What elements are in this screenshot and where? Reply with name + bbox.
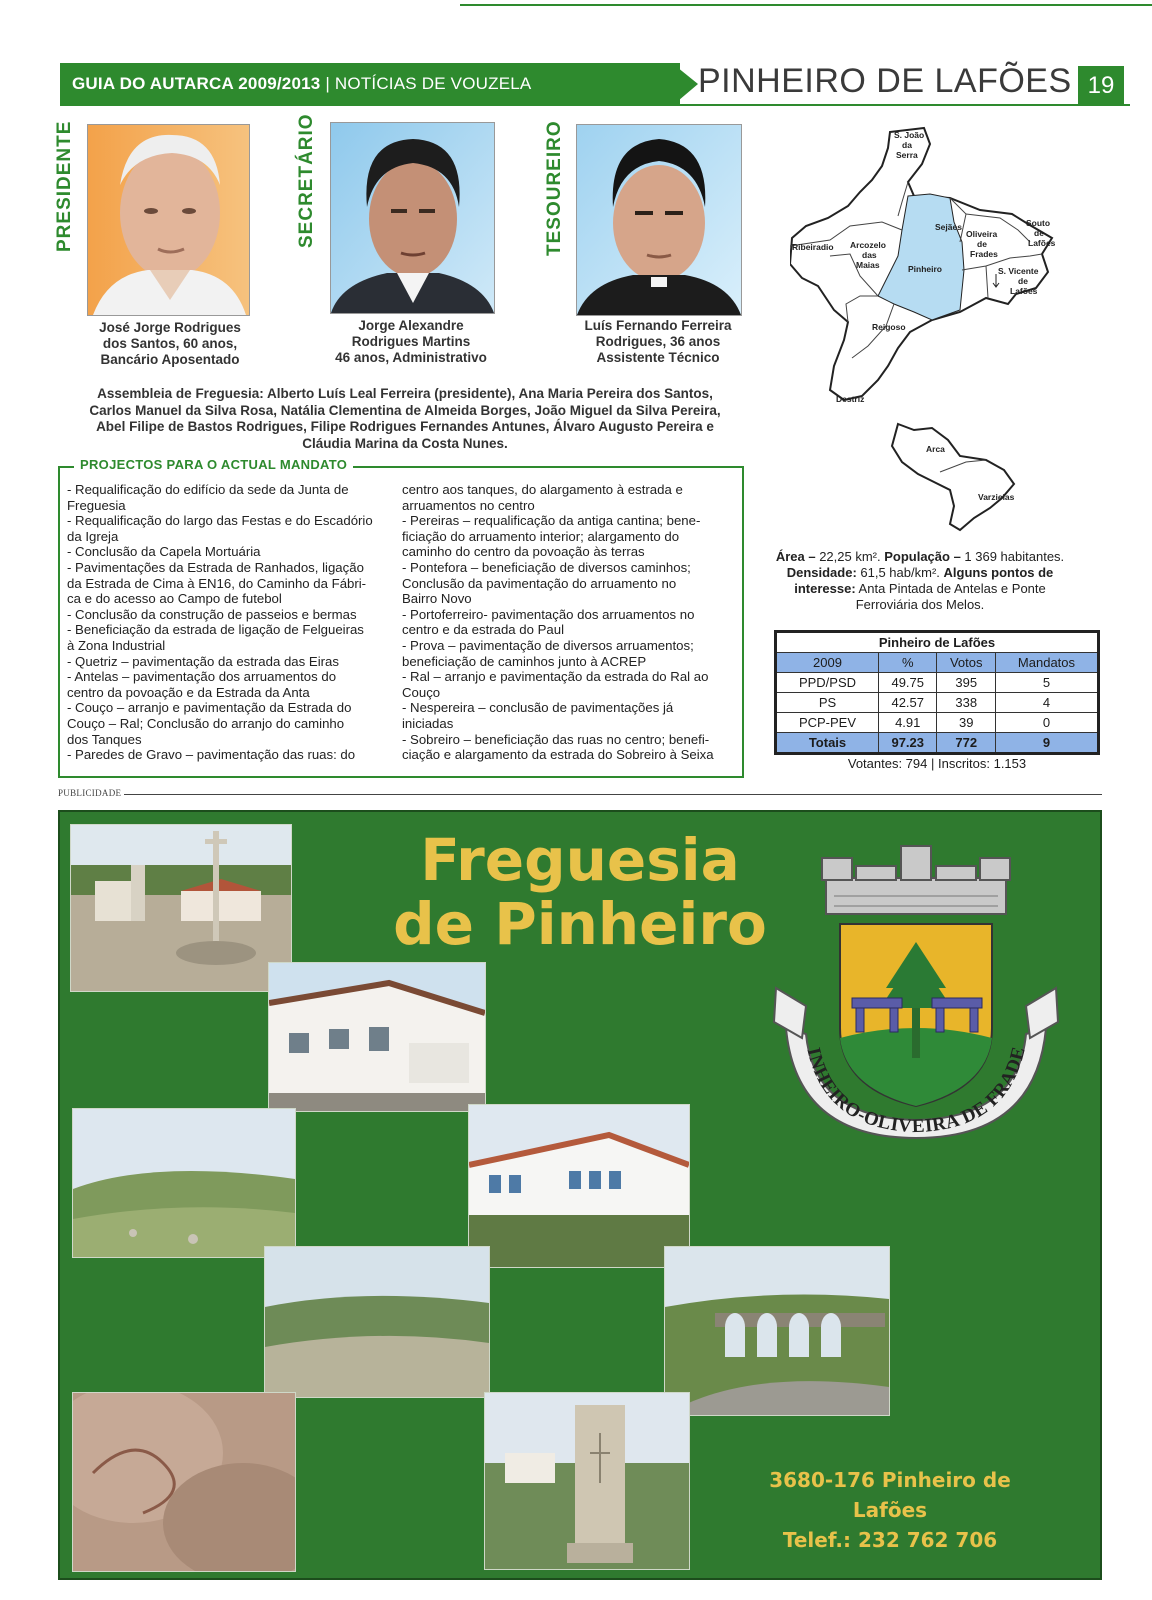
role-presidente: PRESIDENTE [54,120,75,252]
table-cell: 4 [995,693,1098,713]
caption-line: Luís Fernando Ferreira [584,318,732,333]
header-underline [680,104,1130,106]
top-rule [460,4,1152,6]
map-label-ribeiradio: Ribeiradio [792,242,834,252]
table-row [776,693,1099,713]
table-cell: 42.57 [879,693,937,713]
population-label: População – [884,549,961,564]
projecto-line: - Conclusão da construção de passeios e bermas [67,606,357,622]
enclave-outline [892,424,1014,530]
table-cell: 395 [937,673,995,693]
projecto-line: - Pereiras – requalificação da antiga cantina; bene- [402,513,701,529]
table-cell: 4.91 [879,713,937,733]
map-label-reigoso: Reigoso [872,322,906,332]
assembleia-text [60,386,750,452]
ad-title-line: Freguesia [420,826,740,894]
photo-church-square [70,824,292,992]
map-label-souto: Lafões [1028,238,1056,248]
table-cell: 0 [995,713,1098,733]
population-value: 1 369 habitantes. [960,549,1065,564]
projecto-line: ficiação do arruamento interior; alargamento do [402,528,680,544]
projecto-line: - Paredes de Gravo – pavimentação das ruas: do [67,747,356,763]
projecto-line: centro da povoação e da Estrada da Anta [67,684,310,700]
caption-line: Rodrigues Martins [351,334,471,349]
crest-motto: INHEIRO-OLIVEIRA DE FRADE [802,1044,1030,1138]
assembleia-line: Assembleia de Freguesia: Alberto Luís Leal Ferreira (presidente), Ana Maria Pereira dos Santos, [97,386,713,401]
table-totals-row [776,733,1099,754]
points-label: Alguns pontos de interesse: [794,565,1054,596]
map-label-souto: Souto [1026,218,1051,228]
caption-line: José Jorge Rodrigues [99,320,241,335]
caption-presidente [80,320,260,368]
area-label: Área – [775,549,816,564]
table-cell: PS [776,693,879,713]
publicidade-rule [124,794,1102,795]
portrait-presidente [87,124,250,316]
projecto-line: - Conclusão da Capela Mortuária [67,544,261,560]
density-label: Densidade: [786,565,857,580]
map-label-sjoao: S. João [894,130,925,140]
portrait-secretario [330,122,495,314]
projecto-line: centro aos tanques, do alargamento à estrada e [402,482,683,497]
projecto-line: da Estrada de Cima à EN16, do Caminho da Fábri- [67,575,367,591]
projecto-line: - Pontefora – beneficiação de diversos caminhos; [402,559,691,575]
map-label-souto: de [1034,228,1044,238]
projecto-line: - Portoferreiro- pavimentação dos arruamentos no [402,606,695,622]
parish-title: PINHEIRO DE LAFÕES [698,62,1072,100]
photo-railway-bridge [664,1246,890,1416]
projecto-line: da Igreja [67,528,119,544]
map-label-sjoao: da [902,140,912,150]
map-label-oliveira: Oliveira [966,229,998,239]
table-row [776,673,1099,693]
caption-line: 46 anos, Administrativo [335,350,487,365]
photo-landscape [264,1246,490,1398]
table-header-row [776,653,1099,673]
projecto-line: beneficiação de caminhos junto à ACREP [402,653,647,669]
votantes-line: Votantes: 794 | Inscritos: 1.153 [847,756,1027,771]
map-label-arcozelo: Maias [856,260,880,270]
points-value: Anta Pintada de Antelas e Ponte Ferroviária dos Melos. [855,581,1046,612]
projectos-column-1 [67,482,397,763]
table-cell: 97.23 [879,733,937,754]
ad-title-line: de Pinheiro [393,890,767,958]
projecto-line: Couço [402,684,441,700]
projecto-line: - Beneficiação da estrada de ligação de Felgueiras [67,622,364,638]
table-header: 2009 [776,653,879,673]
projecto-line: Bairro Novo [402,591,472,607]
photo-acrep-building [268,962,486,1112]
publicidade-label: PUBLICIDADE [58,788,122,798]
map-label-sejaes: Sejães [935,222,962,232]
projecto-line: - Quetriz – pavimentação da estrada das Eiras [67,653,339,669]
map-label-oliveira: Frades [970,249,998,259]
parish-map [790,126,1070,550]
projecto-line: ciação e alargamento da estrada do Sobreiro à Seixa [402,747,714,763]
table-cell: 9 [995,733,1098,754]
assembleia-line: Cláudia Marina da Costa Nunes. [302,435,508,451]
projectos-title: PROJECTOS PARA O ACTUAL MANDATO [74,457,353,472]
section-name: NOTÍCIAS DE VOUZELA [334,74,532,93]
area-value: 22,25 km². [815,549,885,564]
photo-school [468,1104,690,1268]
assembleia-line: Carlos Manuel da Silva Rosa, Natália Clementina de Almeida Borges, João Miguel da Silva Pereira, [89,402,721,418]
photo-monument [484,1392,690,1570]
table-row [776,713,1099,733]
projecto-line: à Zona Industrial [67,637,166,653]
projecto-line: caminho do centro da povoação às terras [402,544,645,560]
parish-coat-of-arms [756,838,1076,1158]
projecto-line: - Antelas – pavimentação dos arruamentos do [67,669,337,685]
caption-line: Rodrigues, 36 anos [595,334,721,349]
projecto-line: ca e do acesso ao Campo de futebol [67,591,282,607]
table-cell: Totais [776,733,879,754]
projecto-line: - Pavimentações da Estrada de Ranhados, ligação [67,559,364,575]
photo-anta-pintada [72,1392,296,1572]
caption-line: Jorge Alexandre [358,318,464,333]
projecto-line: Couço – Ral; Conclusão do arranjo do caminho [67,715,345,731]
table-cell: 772 [937,733,995,754]
map-label-arcozelo: Arcozelo [850,240,886,250]
map-label-pinheiro: Pinheiro [908,264,943,274]
header-bar-arrow [672,63,698,106]
caption-secretario [318,318,504,366]
table-cell: PCP-PEV [776,713,879,733]
map-label-destriz: Destriz [836,394,865,404]
map-label-oliveira: de [977,239,987,249]
projecto-line: - Sobreiro – beneficiação das ruas no centro; benefi- [402,731,710,747]
table-cell: 5 [995,673,1098,693]
table-cell: PPD/PSD [776,673,879,693]
election-results-table [774,630,1100,755]
projectos-column-2 [402,482,736,763]
projecto-line: centro e da estrada do Paul [402,622,565,638]
portrait-tesoureiro [576,124,742,316]
table-header: Votos [937,653,995,673]
table-cell: 39 [937,713,995,733]
table-cell: 49.75 [879,673,937,693]
header-separator: | [325,74,330,93]
projecto-line: Conclusão da pavimentação do arruamento no [402,575,677,591]
projecto-line: arruamentos no centro [402,497,535,513]
caption-tesoureiro [566,318,750,366]
svg-text:da [902,140,912,150]
map-label-svicente: de [1018,276,1028,286]
projecto-line: dos Tanques [67,731,142,747]
projecto-line: - Requalificação do largo das Festas e do Escadório [67,513,373,529]
role-secretario: SECRETÁRIO [296,113,317,248]
svg-text:S. João [894,130,924,140]
map-label-varzielas: Varzielas [978,492,1015,502]
assembleia-line: Abel Filipe de Bastos Rodrigues, Filipe Rodrigues Fernandes Antunes, Álvaro Augusto Pereira e [96,419,714,434]
projecto-line: - Prova – pavimentação de diversos arruamentos; [402,637,694,653]
role-tesoureiro: TESOUREIRO [544,120,565,256]
table-header: Mandatos [995,653,1098,673]
projecto-line: - Nespereira – conclusão de pavimentações já [402,700,674,716]
ad-address: 3680-176 Pinheiro de Lafões [769,1468,1011,1522]
map-label-arcozelo: das [862,250,877,260]
caption-line: dos Santos, 60 anos, [102,336,238,351]
photo-hills [72,1108,296,1258]
table-header: % [879,653,937,673]
density-value: 61,5 hab/km². [856,565,944,580]
parish-facts [770,549,1070,613]
projecto-line: - Couço – arranjo e pavimentação da Estrada do [67,700,352,716]
caption-line: Bancário Aposentado [100,352,240,367]
projecto-line: - Ral – arranjo e pavimentação da estrada do Ral ao [402,669,709,685]
projecto-line: - Requalificação do edifício da sede da Junta de [67,482,349,497]
table-cell: 338 [937,693,995,713]
map-label-arca: Arca [926,444,945,454]
projecto-line: iniciadas [402,715,454,731]
svg-text:Serra [896,150,918,160]
table-caption: Pinheiro de Lafões [776,632,1099,653]
ad-title [380,828,780,956]
ad-phone: Telef.: 232 762 706 [782,1528,998,1552]
map-label-svicente: S. Vicente [998,266,1039,276]
ad-contact [740,1465,1040,1555]
projecto-line: Freguesia [67,497,126,513]
map-label-svicente: Lafões [1010,286,1038,296]
map-label-sjoao: Serra [896,150,918,160]
page-number: 19 [1078,66,1124,106]
publication-title: GUIA DO AUTARCA 2009/2013 [72,74,321,93]
header-publication [72,74,531,94]
caption-line: Assistente Técnico [596,350,720,365]
